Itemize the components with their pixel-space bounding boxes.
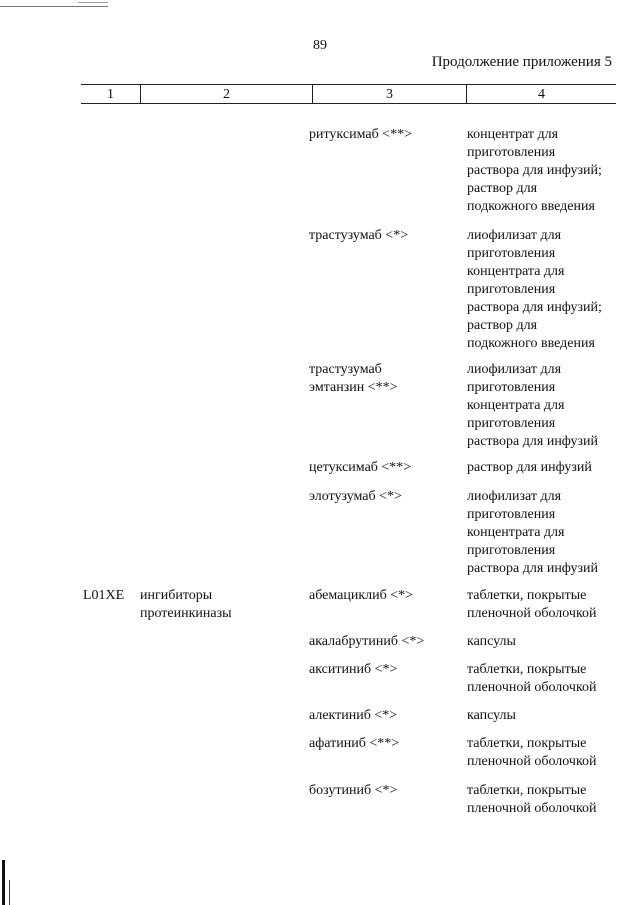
drug-name: бозутиниб <*> bbox=[309, 783, 398, 798]
scan-edge-mark bbox=[2, 860, 5, 905]
drug-name: абемациклиб <*> bbox=[309, 588, 414, 603]
scan-edge-mark bbox=[9, 880, 10, 905]
scan-edge-mark bbox=[78, 2, 108, 3]
page-number: 89 bbox=[313, 38, 327, 53]
column-header-4: 4 bbox=[538, 87, 545, 102]
column-header-2: 2 bbox=[223, 87, 230, 102]
dosage-form: лиофилизат для приготовления концентрата для приготовления раствора для инфузий bbox=[467, 489, 599, 576]
dosage-form: капсулы bbox=[467, 708, 516, 723]
dosage-form: лиофилизат для приготовления концентрата для приготовления раствора для инфузий; раствор для подкожного введения bbox=[467, 228, 602, 351]
drug-name: трастузумаб <*> bbox=[309, 228, 409, 243]
dosage-form: таблетки, покрытые пленочной оболочкой bbox=[467, 736, 597, 769]
dosage-form: раствор для инфузий bbox=[467, 460, 592, 475]
dosage-form: капсулы bbox=[467, 634, 516, 649]
drug-name: акалабрутиниб <*> bbox=[309, 634, 425, 649]
dosage-form: лиофилизат для приготовления концентрата для приготовления раствора для инфузий bbox=[467, 362, 599, 449]
atc-code: L01XE bbox=[83, 588, 125, 603]
drug-name: афатиниб <**> bbox=[309, 736, 400, 751]
dosage-form: концентрат для приготовления раствора для инфузий; раствор для подкожного введения bbox=[467, 127, 602, 214]
drug-name: акситиниб <*> bbox=[309, 662, 398, 677]
column-header-1: 1 bbox=[107, 87, 114, 102]
scan-edge-mark bbox=[0, 6, 108, 7]
dosage-form: таблетки, покрытые пленочной оболочкой bbox=[467, 588, 597, 621]
dosage-form: таблетки, покрытые пленочной оболочкой bbox=[467, 662, 597, 695]
drug-name: ритуксимаб <**> bbox=[309, 127, 412, 142]
dosage-form: таблетки, покрытые пленочной оболочкой bbox=[467, 783, 597, 816]
drug-name: цетуксимаб <**> bbox=[309, 460, 412, 475]
drug-name: алектиниб <*> bbox=[309, 708, 398, 723]
drug-name: трастузумаб эмтанзин <**> bbox=[309, 362, 398, 395]
drug-name: элотузумаб <*> bbox=[309, 489, 402, 504]
pharmacological-group: ингибиторы протеинкиназы bbox=[140, 588, 232, 621]
column-header-3: 3 bbox=[386, 87, 393, 102]
table-header-top-rule bbox=[81, 84, 616, 85]
continuation-note: Продолжение приложения 5 bbox=[431, 54, 612, 70]
